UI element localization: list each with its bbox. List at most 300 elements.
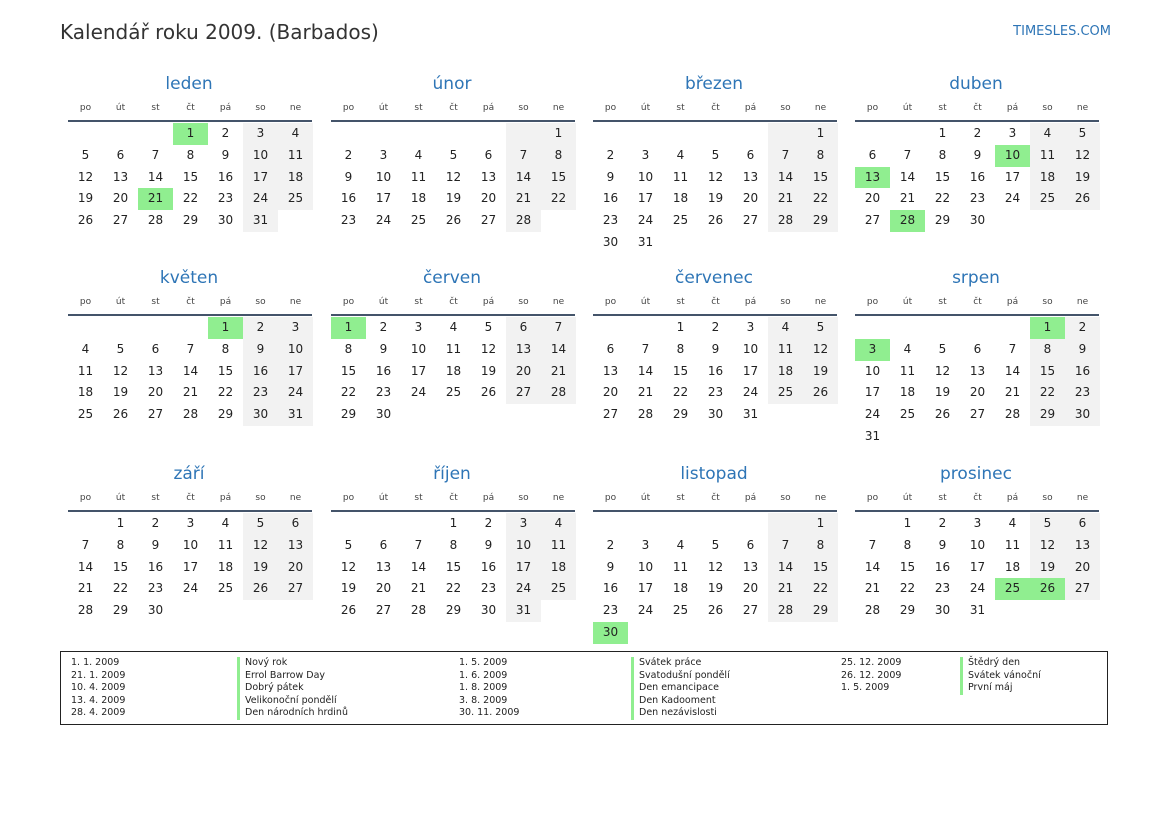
day-cell: 7 bbox=[506, 145, 541, 167]
day-cell: 1 bbox=[803, 123, 838, 145]
day-cell: 25 bbox=[1030, 188, 1065, 210]
day-cell: 22 bbox=[112, 581, 129, 596]
day-cell: 26 bbox=[707, 603, 724, 618]
day-cell: 24 bbox=[243, 188, 278, 210]
empty-cell bbox=[593, 123, 628, 145]
day-cell: 25 bbox=[541, 578, 576, 600]
day-cell: 23 bbox=[340, 213, 357, 228]
day-cell: 2 bbox=[151, 516, 160, 530]
day-cell: 29 bbox=[217, 407, 234, 422]
empty-cell bbox=[925, 317, 960, 339]
day-cell: 3 bbox=[379, 147, 388, 162]
day-cell: 14 bbox=[541, 339, 576, 361]
empty-cell bbox=[331, 513, 366, 535]
day-cell: 19 bbox=[934, 385, 951, 400]
day-cell: 4 bbox=[81, 341, 90, 356]
day-cell: 30 bbox=[375, 407, 392, 422]
empty-cell bbox=[401, 123, 436, 145]
day-cell: 8 bbox=[1030, 339, 1065, 361]
day-cell: 2 bbox=[484, 516, 493, 530]
weekday-label: pá bbox=[482, 103, 495, 113]
day-cell: 16 bbox=[340, 191, 357, 206]
day-cell: 6 bbox=[484, 147, 493, 162]
day-cell: 18 bbox=[768, 361, 803, 383]
month-name: říjen bbox=[433, 464, 471, 484]
day-cell: 5 bbox=[116, 341, 125, 356]
month-srpen bbox=[853, 266, 1099, 448]
day-cell: 31 bbox=[637, 234, 654, 249]
day-grid bbox=[593, 317, 837, 426]
weekday-label: po bbox=[604, 297, 617, 307]
day-cell: 5 bbox=[711, 537, 720, 552]
day-cell: 27 bbox=[1065, 578, 1100, 600]
day-cell: 7 bbox=[641, 341, 650, 356]
day-cell: 17 bbox=[182, 559, 199, 574]
day-cell: 30 bbox=[1065, 404, 1100, 426]
day-cell: 20 bbox=[112, 191, 129, 206]
day-cell: 12 bbox=[1030, 535, 1065, 557]
day-cell: 19 bbox=[445, 191, 462, 206]
day-cell: 16 bbox=[969, 169, 986, 184]
day-cell: 23 bbox=[602, 603, 619, 618]
day-cell: 30 bbox=[147, 603, 164, 618]
weekday-label: so bbox=[1042, 493, 1053, 503]
day-cell: 15 bbox=[340, 363, 357, 378]
day-cell: 17 bbox=[864, 385, 881, 400]
weekday-label: so bbox=[1042, 297, 1053, 307]
day-cell: 31 bbox=[969, 603, 986, 618]
month-červenec bbox=[591, 266, 837, 426]
day-cell: 7 bbox=[186, 341, 195, 356]
day-cell: 16 bbox=[1065, 361, 1100, 383]
day-cell: 9 bbox=[606, 169, 615, 184]
holiday-name: Den národních hrdinů bbox=[237, 707, 348, 720]
holiday-date: 13. 4. 2009 bbox=[71, 694, 126, 706]
day-cell: 23 bbox=[707, 385, 724, 400]
weekday-header bbox=[855, 290, 1099, 316]
day-cell: 18 bbox=[1030, 167, 1065, 189]
day-cell: 29 bbox=[112, 603, 129, 618]
day-cell: 31 bbox=[864, 428, 881, 443]
day-grid bbox=[855, 123, 1099, 232]
day-cell: 29 bbox=[899, 603, 916, 618]
month-duben bbox=[853, 72, 1099, 232]
empty-cell bbox=[593, 513, 628, 535]
day-cell: 23 bbox=[969, 191, 986, 206]
weekday-header bbox=[593, 290, 837, 316]
empty-cell bbox=[68, 123, 103, 145]
day-cell: 12 bbox=[707, 169, 724, 184]
day-cell: 5 bbox=[1065, 123, 1100, 145]
day-cell: 1 bbox=[449, 516, 458, 530]
day-cell: 17 bbox=[375, 191, 392, 206]
day-cell: 28 bbox=[77, 603, 94, 618]
day-cell: 30 bbox=[934, 603, 951, 618]
day-cell: 15 bbox=[803, 167, 838, 189]
day-cell: 28 bbox=[1004, 407, 1021, 422]
weekday-label: út bbox=[378, 103, 389, 113]
day-cell: 24 bbox=[969, 581, 986, 596]
day-cell: 24 bbox=[506, 578, 541, 600]
holiday-name: Den nezávislosti bbox=[631, 707, 730, 720]
day-cell: 17 bbox=[637, 191, 654, 206]
day-cell: 14 bbox=[77, 559, 94, 574]
month-květen bbox=[66, 266, 312, 426]
day-cell: 7 bbox=[1008, 341, 1017, 356]
day-cell: 29 bbox=[934, 213, 951, 228]
day-cell: 12 bbox=[340, 559, 357, 574]
day-cell: 4 bbox=[541, 513, 576, 535]
day-grid bbox=[331, 123, 575, 232]
day-cell: 31 bbox=[243, 210, 278, 232]
day-cell: 27 bbox=[147, 407, 164, 422]
day-cell: 9 bbox=[938, 537, 947, 552]
legend-dates bbox=[71, 657, 125, 720]
weekday-label: st bbox=[151, 297, 160, 307]
day-cell: 9 bbox=[606, 559, 615, 574]
day-cell: 13 bbox=[147, 363, 164, 378]
day-cell: 8 bbox=[938, 147, 947, 162]
legend-names bbox=[237, 657, 348, 720]
holiday-date: 21. 1. 2009 bbox=[71, 669, 126, 681]
day-cell: 23 bbox=[602, 213, 619, 228]
day-cell: 2 bbox=[221, 126, 230, 140]
holiday-day-cell: 30 bbox=[593, 622, 628, 644]
weekday-label: so bbox=[780, 297, 791, 307]
day-cell: 28 bbox=[768, 210, 803, 232]
day-cell: 13 bbox=[742, 559, 759, 574]
day-cell: 20 bbox=[742, 581, 759, 596]
weekday-header bbox=[855, 486, 1099, 512]
weekday-label: so bbox=[518, 493, 529, 503]
day-cell: 28 bbox=[506, 210, 541, 232]
day-cell: 11 bbox=[768, 339, 803, 361]
weekday-label: čt bbox=[711, 103, 720, 113]
day-cell: 13 bbox=[375, 559, 392, 574]
day-cell: 7 bbox=[414, 537, 423, 552]
day-cell: 18 bbox=[77, 385, 94, 400]
day-cell: 9 bbox=[379, 341, 388, 356]
day-cell: 13 bbox=[278, 535, 313, 557]
weekday-label: po bbox=[79, 103, 92, 113]
weekday-header bbox=[331, 290, 575, 316]
day-cell: 25 bbox=[278, 188, 313, 210]
weekday-label: čt bbox=[449, 297, 458, 307]
day-cell: 14 bbox=[182, 363, 199, 378]
day-cell: 8 bbox=[541, 145, 576, 167]
day-cell: 15 bbox=[112, 559, 129, 574]
month-name: červen bbox=[422, 268, 482, 288]
empty-cell bbox=[331, 123, 366, 145]
day-cell: 5 bbox=[484, 320, 493, 334]
empty-cell bbox=[663, 513, 698, 535]
weekday-label: st bbox=[151, 493, 160, 503]
day-cell: 30 bbox=[480, 603, 497, 618]
day-cell: 17 bbox=[1004, 169, 1021, 184]
weekday-label: út bbox=[640, 297, 651, 307]
empty-cell bbox=[103, 123, 138, 145]
weekday-label: st bbox=[938, 103, 947, 113]
day-cell: 15 bbox=[541, 167, 576, 189]
day-cell: 3 bbox=[641, 147, 650, 162]
day-cell: 26 bbox=[803, 382, 838, 404]
day-cell: 10 bbox=[506, 535, 541, 557]
holiday-day-cell: 10 bbox=[995, 145, 1030, 167]
day-cell: 1 bbox=[541, 123, 576, 145]
day-cell: 16 bbox=[217, 169, 234, 184]
day-cell: 25 bbox=[672, 603, 689, 618]
weekday-header bbox=[68, 96, 312, 122]
day-cell: 2 bbox=[606, 147, 615, 162]
month-leden bbox=[66, 72, 312, 232]
day-cell: 9 bbox=[1065, 339, 1100, 361]
day-cell: 22 bbox=[217, 385, 234, 400]
weekday-label: po bbox=[604, 103, 617, 113]
day-cell: 24 bbox=[182, 581, 199, 596]
day-cell: 22 bbox=[541, 188, 576, 210]
weekday-label: út bbox=[640, 103, 651, 113]
weekday-label: čt bbox=[186, 297, 195, 307]
day-cell: 6 bbox=[379, 537, 388, 552]
weekday-header bbox=[68, 290, 312, 316]
month-listopad bbox=[591, 462, 837, 644]
day-cell: 21 bbox=[768, 188, 803, 210]
day-cell: 7 bbox=[768, 535, 803, 557]
weekday-label: pá bbox=[1006, 103, 1019, 113]
day-cell: 26 bbox=[243, 578, 278, 600]
day-cell: 14 bbox=[410, 559, 427, 574]
day-cell: 5 bbox=[449, 147, 458, 162]
day-cell: 2 bbox=[344, 147, 353, 162]
day-cell: 18 bbox=[899, 385, 916, 400]
empty-cell bbox=[768, 123, 803, 145]
weekday-label: pá bbox=[1006, 493, 1019, 503]
holiday-day-cell: 13 bbox=[855, 167, 890, 189]
day-cell: 27 bbox=[864, 213, 881, 228]
day-cell: 8 bbox=[803, 535, 838, 557]
day-cell: 23 bbox=[934, 581, 951, 596]
day-cell: 19 bbox=[1065, 167, 1100, 189]
day-cell: 26 bbox=[707, 213, 724, 228]
weekday-label: út bbox=[115, 103, 126, 113]
day-cell: 6 bbox=[1065, 513, 1100, 535]
day-grid bbox=[68, 513, 312, 622]
day-cell: 8 bbox=[221, 341, 230, 356]
day-cell: 2 bbox=[973, 126, 982, 140]
day-cell: 16 bbox=[243, 361, 278, 383]
day-cell: 3 bbox=[506, 513, 541, 535]
day-cell: 1 bbox=[676, 320, 685, 334]
day-cell: 9 bbox=[484, 537, 493, 552]
weekday-label: út bbox=[640, 493, 651, 503]
weekday-label: ne bbox=[289, 103, 302, 113]
day-cell: 22 bbox=[672, 385, 689, 400]
day-grid bbox=[331, 513, 575, 622]
holiday-day-cell: 1 bbox=[208, 317, 243, 339]
day-cell: 19 bbox=[480, 363, 497, 378]
day-cell: 26 bbox=[445, 213, 462, 228]
day-cell: 18 bbox=[672, 581, 689, 596]
day-cell: 25 bbox=[217, 581, 234, 596]
legend-dates bbox=[459, 657, 519, 720]
day-cell: 11 bbox=[445, 341, 462, 356]
day-cell: 21 bbox=[899, 191, 916, 206]
weekday-label: po bbox=[342, 103, 355, 113]
weekday-label: pá bbox=[482, 493, 495, 503]
page-title: Kalendář roku 2009. (Barbados) bbox=[60, 20, 379, 44]
month-name: září bbox=[173, 464, 205, 484]
day-cell: 29 bbox=[182, 213, 199, 228]
day-cell: 6 bbox=[278, 513, 313, 535]
day-cell: 7 bbox=[541, 317, 576, 339]
day-cell: 23 bbox=[243, 382, 278, 404]
day-cell: 20 bbox=[1065, 557, 1100, 579]
day-cell: 17 bbox=[637, 581, 654, 596]
holiday-day-cell: 25 bbox=[995, 578, 1030, 600]
empty-cell bbox=[733, 513, 768, 535]
day-cell: 11 bbox=[672, 559, 689, 574]
day-cell: 12 bbox=[445, 169, 462, 184]
weekday-label: čt bbox=[186, 103, 195, 113]
day-cell: 21 bbox=[410, 581, 427, 596]
day-cell: 28 bbox=[864, 603, 881, 618]
holiday-name: Den emancipace bbox=[631, 682, 730, 695]
day-cell: 27 bbox=[742, 213, 759, 228]
weekday-label: so bbox=[255, 103, 266, 113]
empty-cell bbox=[436, 123, 471, 145]
weekday-label: po bbox=[79, 297, 92, 307]
month-name: březen bbox=[684, 74, 744, 94]
weekday-label: pá bbox=[219, 297, 232, 307]
day-cell: 2 bbox=[379, 320, 388, 334]
day-cell: 6 bbox=[151, 341, 160, 356]
holiday-day-cell: 28 bbox=[890, 210, 925, 232]
day-cell: 22 bbox=[182, 191, 199, 206]
day-cell: 3 bbox=[641, 537, 650, 552]
day-cell: 17 bbox=[506, 557, 541, 579]
weekday-label: čt bbox=[449, 493, 458, 503]
weekday-label: pá bbox=[482, 297, 495, 307]
day-cell: 2 bbox=[938, 516, 947, 530]
site-link[interactable]: TIMESLES.COM bbox=[1013, 24, 1111, 39]
day-cell: 21 bbox=[506, 188, 541, 210]
day-cell: 22 bbox=[340, 385, 357, 400]
day-cell: 21 bbox=[768, 578, 803, 600]
day-cell: 10 bbox=[864, 363, 881, 378]
weekday-label: ne bbox=[1076, 297, 1089, 307]
weekday-label: st bbox=[676, 297, 685, 307]
day-cell: 25 bbox=[899, 407, 916, 422]
weekday-label: po bbox=[79, 493, 92, 503]
weekday-label: st bbox=[414, 297, 423, 307]
day-cell: 5 bbox=[1030, 513, 1065, 535]
day-cell: 19 bbox=[340, 581, 357, 596]
weekday-label: čt bbox=[186, 493, 195, 503]
day-cell: 21 bbox=[637, 385, 654, 400]
day-cell: 30 bbox=[217, 213, 234, 228]
day-cell: 8 bbox=[676, 341, 685, 356]
day-cell: 28 bbox=[768, 600, 803, 622]
empty-cell bbox=[366, 513, 401, 535]
day-cell: 20 bbox=[506, 361, 541, 383]
day-cell: 9 bbox=[711, 341, 720, 356]
day-cell: 11 bbox=[77, 363, 94, 378]
weekday-label: ne bbox=[1076, 103, 1089, 113]
day-cell: 13 bbox=[506, 339, 541, 361]
day-cell: 17 bbox=[243, 167, 278, 189]
day-cell: 19 bbox=[77, 191, 94, 206]
day-cell: 24 bbox=[637, 603, 654, 618]
day-cell: 4 bbox=[221, 516, 230, 530]
day-cell: 19 bbox=[707, 581, 724, 596]
day-cell: 27 bbox=[602, 407, 619, 422]
day-cell: 3 bbox=[973, 516, 982, 530]
day-cell: 15 bbox=[217, 363, 234, 378]
holiday-day-cell: 26 bbox=[1030, 578, 1065, 600]
day-cell: 10 bbox=[278, 339, 313, 361]
empty-cell bbox=[506, 123, 541, 145]
weekday-label: pá bbox=[219, 103, 232, 113]
day-cell: 9 bbox=[221, 147, 230, 162]
weekday-header bbox=[593, 96, 837, 122]
day-cell: 4 bbox=[676, 147, 685, 162]
weekday-label: st bbox=[414, 103, 423, 113]
holiday-date: 3. 8. 2009 bbox=[459, 694, 508, 706]
day-cell: 27 bbox=[112, 213, 129, 228]
weekday-label: pá bbox=[744, 103, 757, 113]
day-cell: 18 bbox=[217, 559, 234, 574]
day-grid bbox=[593, 123, 837, 254]
day-cell: 12 bbox=[803, 339, 838, 361]
weekday-label: čt bbox=[449, 103, 458, 113]
day-cell: 20 bbox=[375, 581, 392, 596]
day-cell: 2 bbox=[243, 317, 278, 339]
holiday-date: 10. 4. 2009 bbox=[71, 682, 126, 694]
day-cell: 27 bbox=[375, 603, 392, 618]
weekday-label: ne bbox=[1076, 493, 1089, 503]
day-cell: 16 bbox=[480, 559, 497, 574]
empty-cell bbox=[960, 317, 995, 339]
day-cell: 11 bbox=[541, 535, 576, 557]
holiday-date: 30. 11. 2009 bbox=[459, 707, 520, 719]
day-cell: 23 bbox=[375, 385, 392, 400]
day-cell: 27 bbox=[480, 213, 497, 228]
day-cell: 21 bbox=[182, 385, 199, 400]
weekday-header bbox=[331, 486, 575, 512]
empty-cell bbox=[855, 123, 890, 145]
day-cell: 26 bbox=[1065, 188, 1100, 210]
day-cell: 20 bbox=[742, 191, 759, 206]
day-cell: 14 bbox=[637, 363, 654, 378]
day-cell: 12 bbox=[707, 559, 724, 574]
day-grid bbox=[68, 123, 312, 232]
day-cell: 15 bbox=[934, 169, 951, 184]
day-cell: 6 bbox=[116, 147, 125, 162]
holiday-name: Errol Barrow Day bbox=[237, 670, 348, 683]
day-cell: 16 bbox=[934, 559, 951, 574]
day-cell: 13 bbox=[602, 363, 619, 378]
empty-cell bbox=[698, 123, 733, 145]
day-cell: 22 bbox=[803, 578, 838, 600]
day-cell: 1 bbox=[938, 126, 947, 140]
day-cell: 15 bbox=[182, 169, 199, 184]
day-cell: 8 bbox=[186, 147, 195, 162]
day-cell: 6 bbox=[746, 537, 755, 552]
weekday-label: ne bbox=[552, 493, 565, 503]
weekday-label: pá bbox=[744, 493, 757, 503]
day-cell: 4 bbox=[449, 320, 458, 334]
weekday-label: po bbox=[342, 493, 355, 503]
